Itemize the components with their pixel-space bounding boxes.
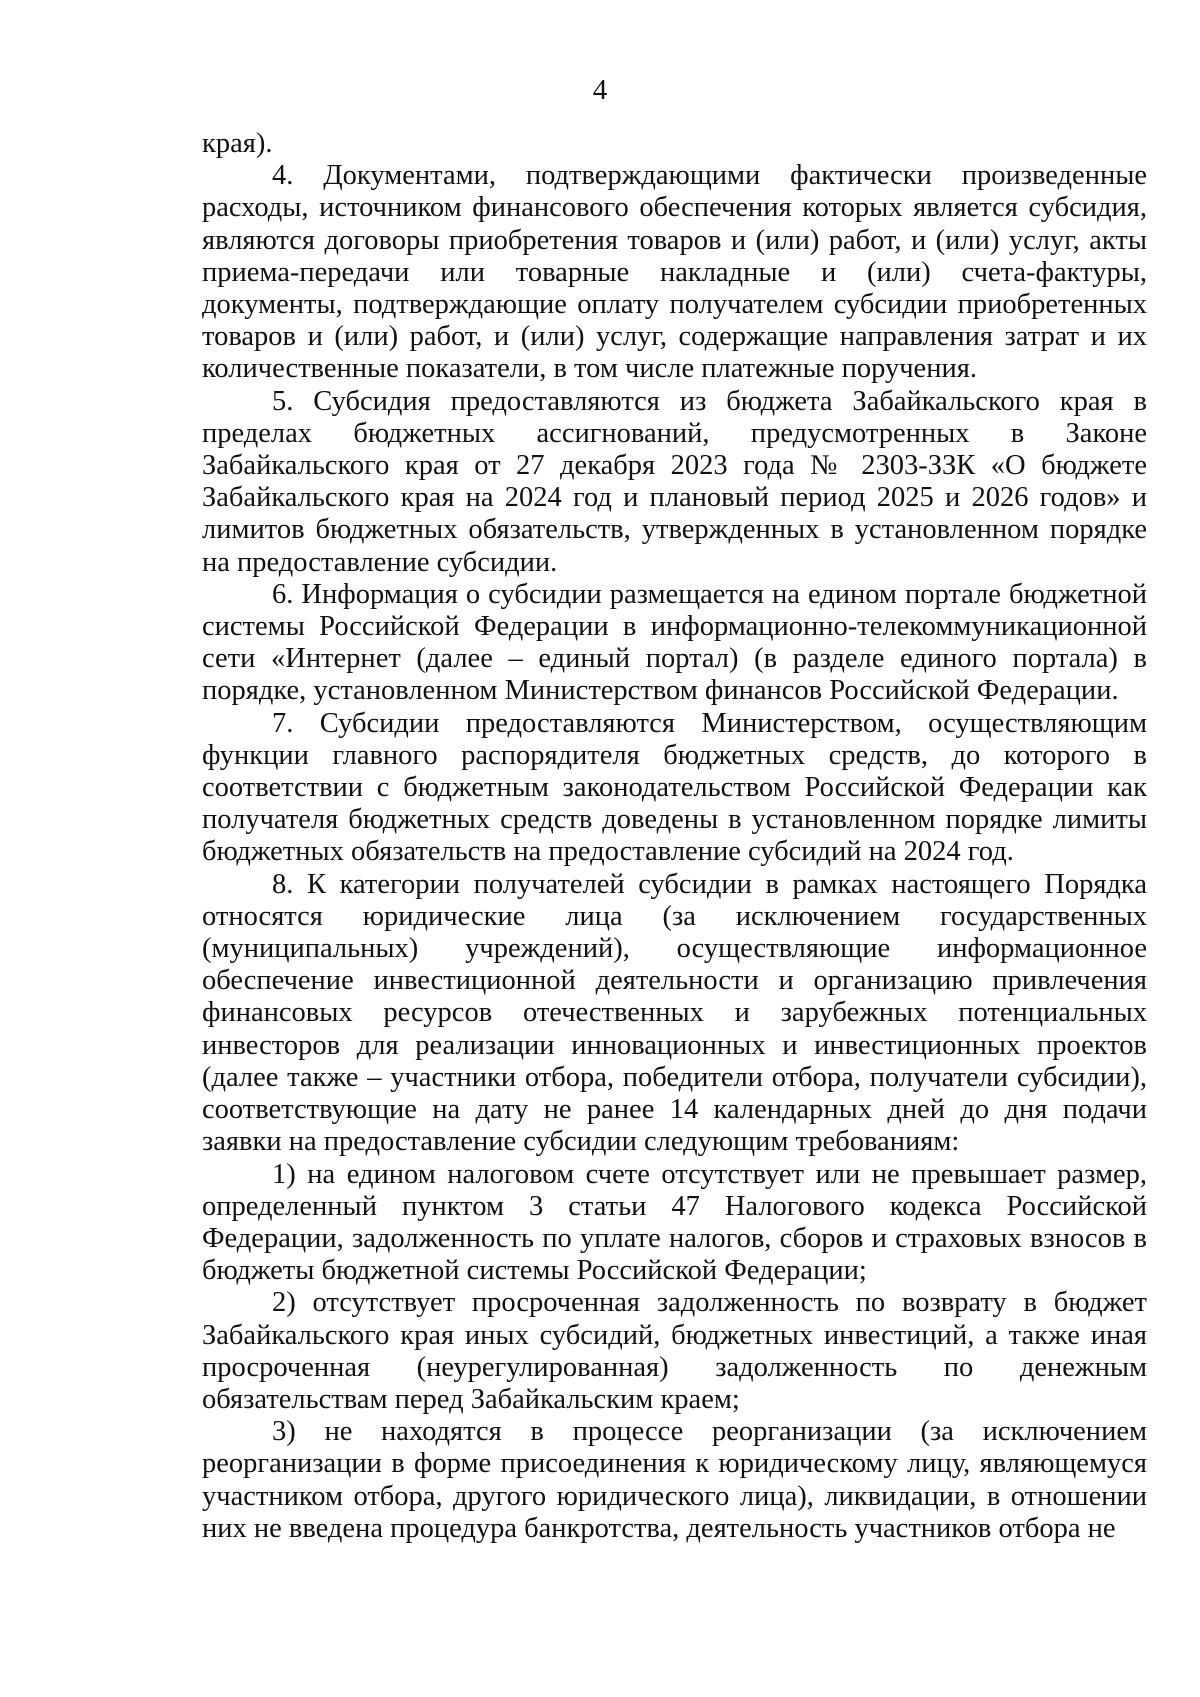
paragraph-continuation: края). — [202, 128, 273, 159]
page-number: 4 — [592, 74, 608, 106]
paragraph-item-4: 4. Документами, подтверждающими фактически произведенные расходы, источником финансового обеспечения которых является субсидия, являются договоры приобретения товаров и (или) работ, и (или) услуг, акты приема-передачи или товарные накладные и (или) счета-фактуры, документы, подтверждающие оплату получателем субсидии приобретенных товаров и (или) работ, и (или) услуг, содержащие направления затрат и их количественные показатели, в том числе платежные поручения. — [202, 160, 1147, 385]
subitem-2: 2) отсутствует просроченная задолженность по возврату в бюджет Забайкальского края иных субсидий, бюджетных инвестиций, а также иная просроченная (неурегулированная) задолженность по денежным обязательствам перед Забайкальским краем; — [202, 1287, 1147, 1415]
paragraph-item-6: 6. Информация о субсидии размещается на едином портале бюджетной системы Российской Федерации в информационно-телекоммуникационной сети «Интернет (далее – единый портал) (в разделе единого портала) в порядке, установленном Министерством финансов Российской Федерации. — [202, 578, 1147, 707]
paragraph-item-7: 7. Субсидии предоставляются Министерством, осуществляющим функции главного распорядителя бюджетных средств, до которого в соответствии с бюджетным законодательством Российской Федерации как получателя бюджетных средств доведены в установленном порядке лимиты бюджетных обязательств на предоставление субсидий на 2024 год. — [202, 707, 1147, 868]
paragraph-item-5: 5. Субсидия предоставляются из бюджета Забайкальского края в пределах бюджетных ассигнований, предусмотренных в Законе Забайкальского края от 27 декабря 2023 года № 2303-ЗЗК «О бюджете Забайкальского края на 2024 год и плановый период 2025 и 2026 годов» и лимитов бюджетных обязательств, утвержденных в установленном порядке на предоставление субсидии. — [202, 385, 1147, 578]
subitem-3: 3) не находятся в процессе реорганизации (за исключением реорганизации в форме присоединения к юридическому лицу, являющемуся участником отбора, другого юридического лица), ликвидации, в отношении них не введена процедура банкротства, деятельность участников отбора не — [202, 1416, 1147, 1544]
subitem-1: 1) на едином налоговом счете отсутствует или не превышает размер, определенный пунктом 3 статьи 47 Налогового кодекса Российской Федерации, задолженность по уплате налогов, сборов и страховых взносов в бюджеты бюджетной системы Российской Федерации; — [202, 1158, 1147, 1287]
paragraph-item-8: 8. К категории получателей субсидии в рамках настоящего Порядка относятся юридические лица (за исключением государственных (муниципальных) учреждений), осуществляющие информационное обеспечение инвестиционной деятельности и организацию привлечения финансовых ресурсов отечественных и зарубежных потенциальных инвесторов для реализации инновационных и инвестиционных проектов (далее также – участники отбора, победители отбора, получатели субсидии), соответствующие на дату не ранее 14 календарных дней до дня подачи заявки на предоставление субсидии следующим требованиям: — [202, 868, 1147, 1158]
document-body — [202, 128, 1147, 1545]
